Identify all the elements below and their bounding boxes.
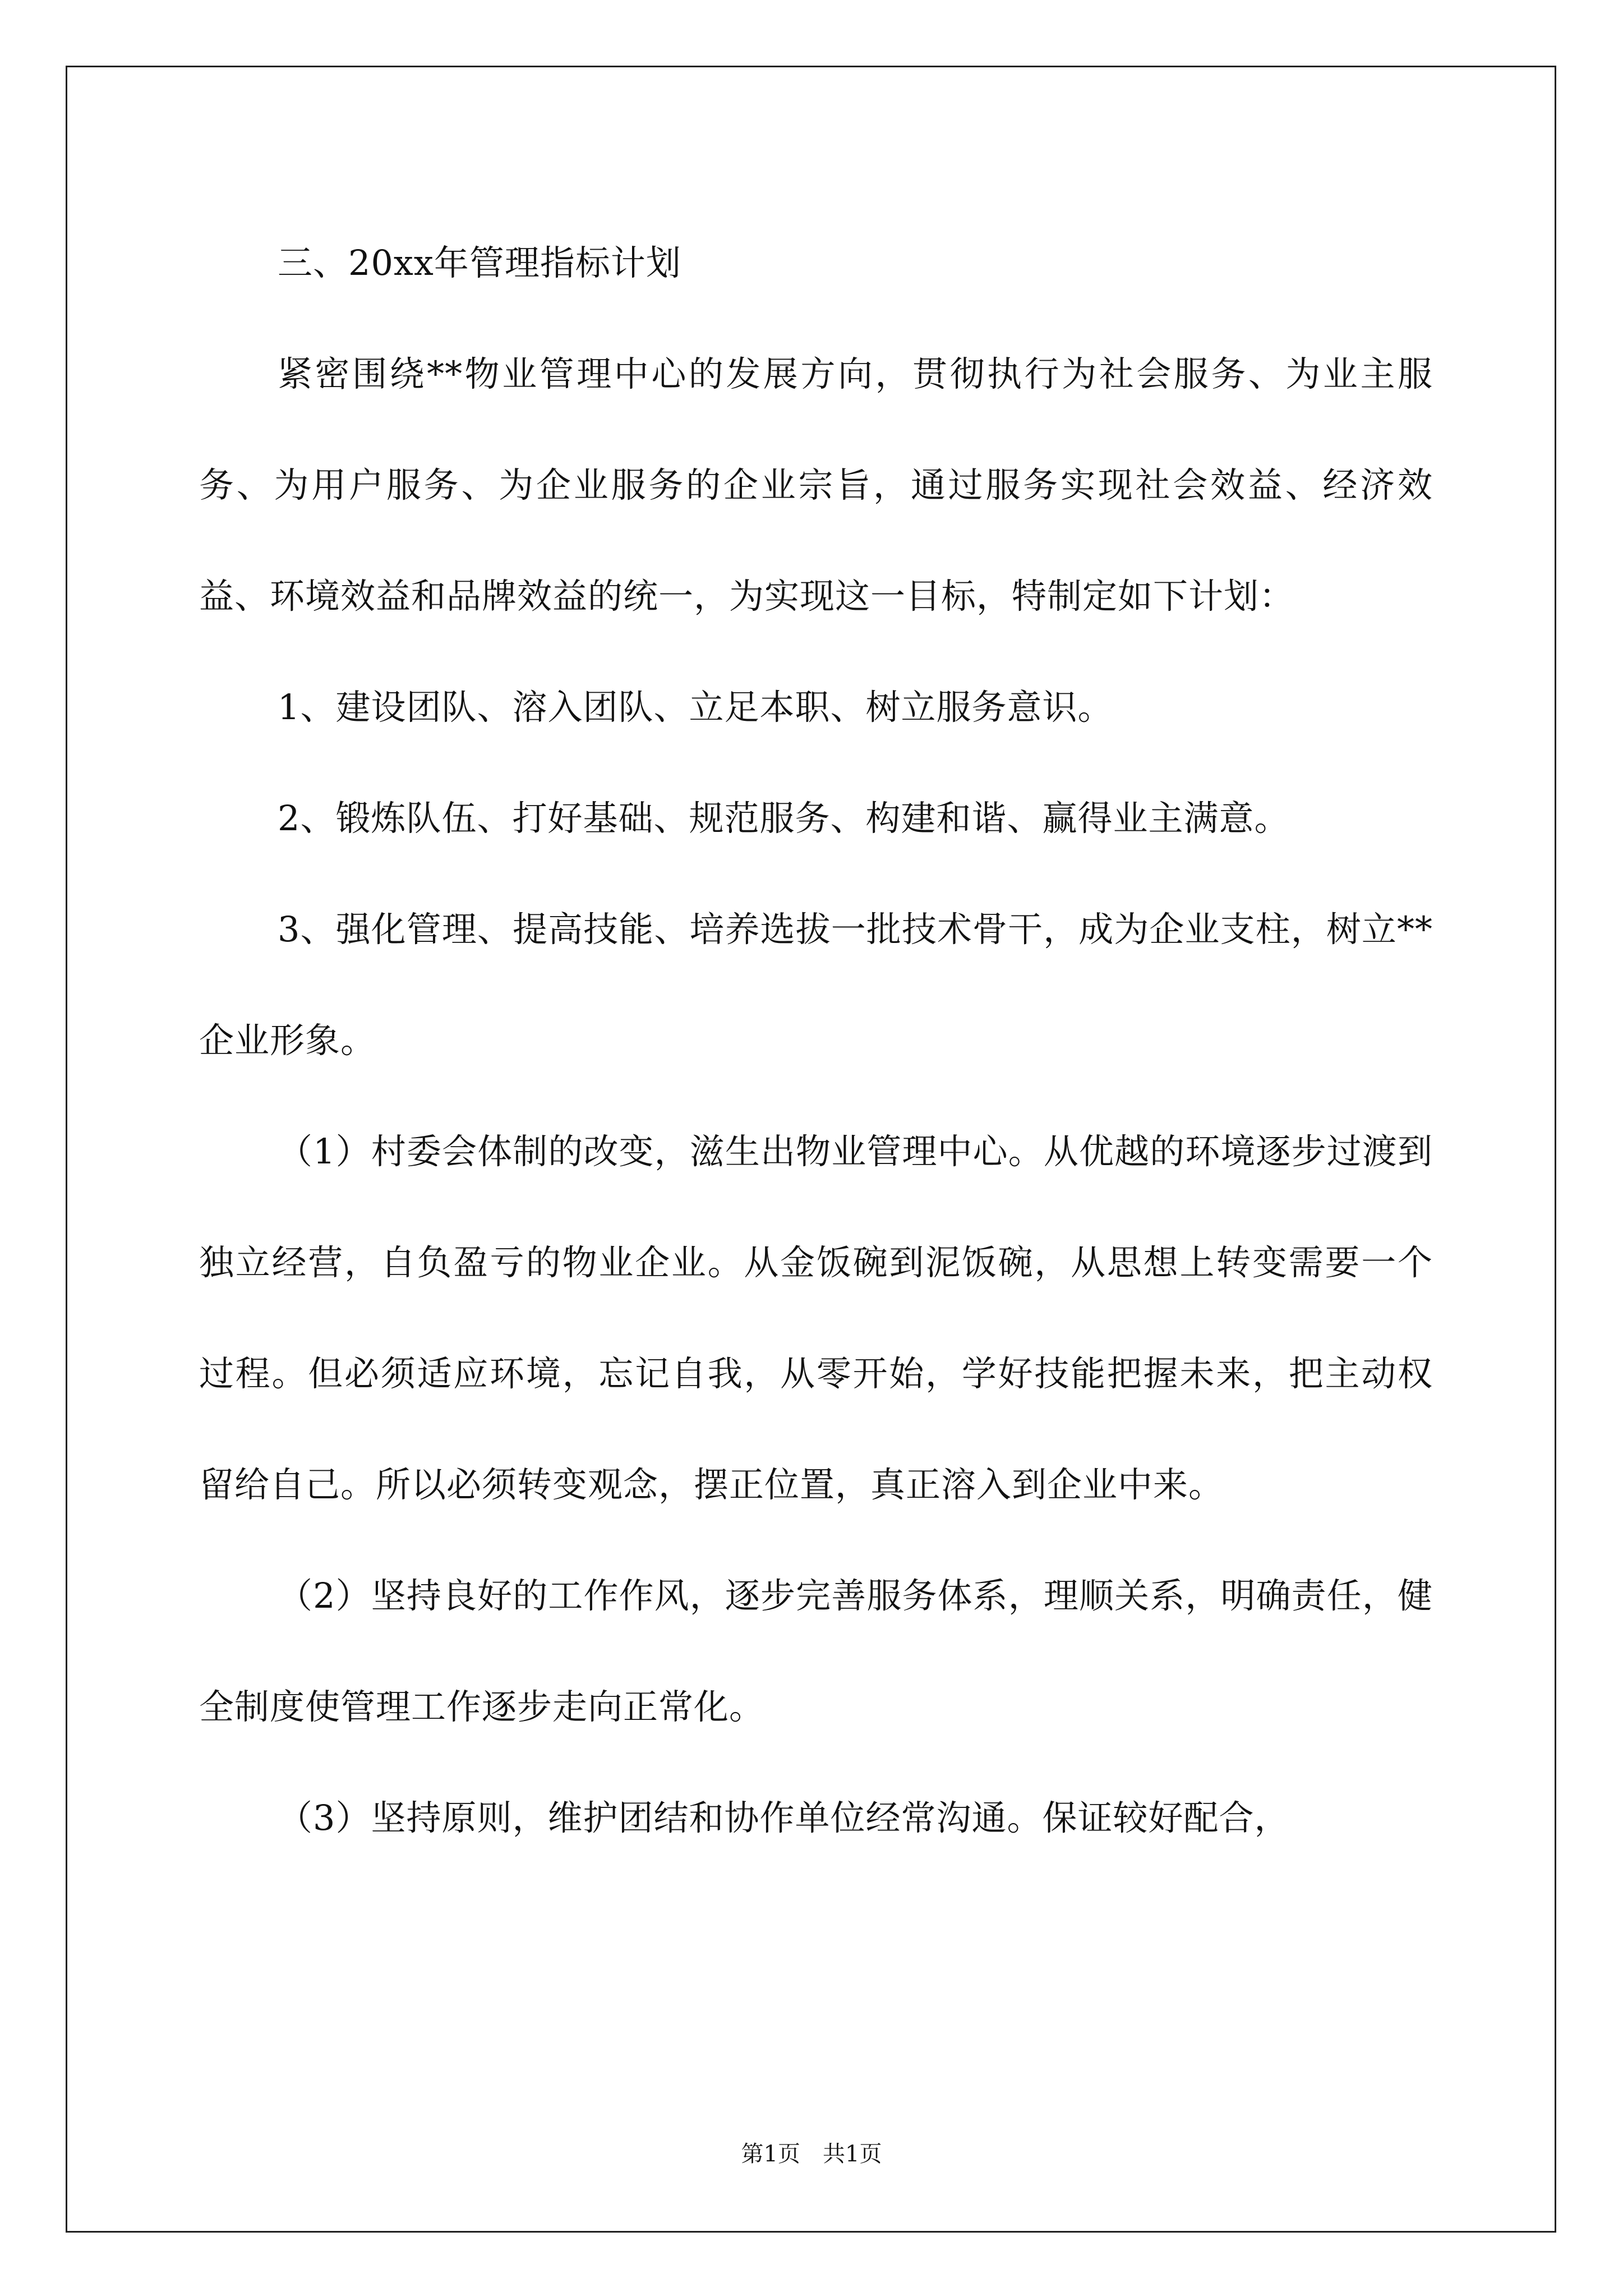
sub-item-3: （3）坚持原则，维护团结和协作单位经常沟通。保证较好配合， <box>278 1797 1290 1838</box>
plan-item-1: 1、建设团队、溶入团队、立足本职、树立服务意识。 <box>278 687 1113 728</box>
page-footer: 第1页 共1页 <box>741 2141 882 2167</box>
plan-item-2: 2、锻炼队伍、打好基础、规范服务、构建和谐、赢得业主满意。 <box>278 798 1290 839</box>
sub-item-1: （1）村委会体制的改变，滋生出物业管理中心。从优越的环境逐步过渡到独立经营，自负盈亏的物业企业。从金饭碗到泥饭碗，从思想上转变需要一个过程。但必须适应环境，忘记自我，从零开始，学好技能把握未来，把主动权留给自己。所以必须转变观念，摆正位置，真正溶入到企业中来。 <box>199 1131 1433 1505</box>
sub-item-2: （2）坚持良好的工作作风，逐步完善服务体系，理顺关系，明确责任，健全制度使管理工作逐步走向正常化。 <box>199 1575 1433 1727</box>
document-body <box>199 208 1433 1874</box>
paragraph-intro: 紧密围绕**物业管理中心的发展方向，贯彻执行为社会服务、为业主服务、为用户服务、为企业服务的企业宗旨，通过服务实现社会效益、经济效益、环境效益和品牌效益的统一，为实现这一目标，特制定如下计划： <box>199 353 1433 616</box>
section-heading: 三、20xx年管理指标计划 <box>278 242 681 283</box>
plan-item-3: 3、强化管理、提高技能、培养选拔一批技术骨干，成为企业支柱，树立**企业形象。 <box>199 909 1433 1061</box>
